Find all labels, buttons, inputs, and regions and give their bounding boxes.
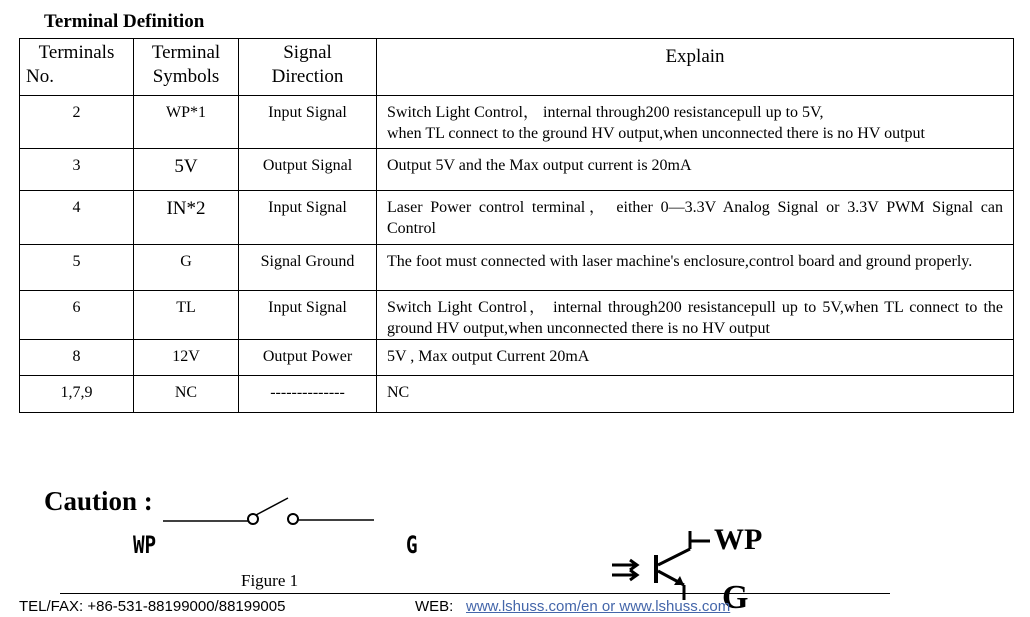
cell-symbol: G bbox=[134, 245, 239, 291]
cell-no: 2 bbox=[20, 96, 134, 149]
header-dir-line2: Direction bbox=[271, 66, 344, 87]
table-row bbox=[20, 245, 1014, 291]
cell-explain: Switch Light Control， internal through200 resistancepull up to 5V,when TL connect to the ground HV output,when unconnected there is no HV output bbox=[377, 291, 1014, 340]
cell-explain bbox=[377, 96, 1014, 149]
cell-direction: Output Signal bbox=[239, 149, 377, 191]
footer-web-label: WEB: bbox=[415, 598, 454, 615]
footer-tel: TEL/FAX: +86-531-88199000/88199005 bbox=[19, 598, 286, 615]
cell-no: 6 bbox=[20, 291, 134, 340]
cell-no: 1,7,9 bbox=[20, 376, 134, 413]
cell-direction: Output Power bbox=[239, 340, 377, 376]
terminal-table bbox=[19, 38, 1014, 413]
figure-caption: Figure 1 bbox=[241, 571, 299, 590]
cell-direction: -------------- bbox=[239, 376, 377, 413]
cell-symbol: WP*1 bbox=[134, 96, 239, 149]
header-explain bbox=[377, 39, 1014, 96]
header-dir-line1: Signal bbox=[283, 42, 332, 63]
header-no-line2: No. bbox=[26, 66, 54, 87]
cell-no: 4 bbox=[20, 191, 134, 245]
footer-divider bbox=[60, 593, 890, 594]
header-terminal-no bbox=[20, 39, 134, 96]
cell-explain: Laser Power control terminal， either 0—3.3V Analog Signal or 3.3V PWM Signal can Control bbox=[377, 191, 1014, 245]
cell-symbol: TL bbox=[134, 291, 239, 340]
cell-explain: NC bbox=[377, 376, 1014, 413]
optocoupler-icon bbox=[610, 525, 720, 600]
page-title: Terminal Definition bbox=[44, 11, 205, 32]
caution-label: Caution : bbox=[44, 486, 153, 516]
cell-no: 8 bbox=[20, 340, 134, 376]
table-row bbox=[20, 376, 1014, 413]
table-row bbox=[20, 340, 1014, 376]
switch-g-label: G bbox=[406, 531, 418, 559]
cell-direction: Input Signal bbox=[239, 191, 377, 245]
table-row bbox=[20, 291, 1014, 340]
cell-direction: Input Signal bbox=[239, 291, 377, 340]
cell-symbol: 12V bbox=[134, 340, 239, 376]
opto-g-label: G bbox=[722, 579, 749, 616]
switch-wp-label: WP bbox=[133, 531, 157, 559]
footer-web-link[interactable]: www.lshuss.com/en or www.lshuss.com bbox=[466, 598, 731, 615]
opto-wp-label: WP bbox=[714, 523, 763, 556]
explain-line: when TL connect to the ground HV output,when unconnected there is no HV output bbox=[387, 125, 925, 142]
header-sym-line2: Symbols bbox=[152, 66, 220, 87]
cell-direction: Signal Ground bbox=[239, 245, 377, 291]
cell-explain: 5V , Max output Current 20mA bbox=[377, 340, 1014, 376]
cell-direction: Input Signal bbox=[239, 96, 377, 149]
header-terminal-symbols bbox=[134, 39, 239, 96]
table-row bbox=[20, 191, 1014, 245]
explain-line: Switch Light Control， internal through200 resistancepull up to 5V, bbox=[387, 104, 824, 121]
table-header-row bbox=[20, 39, 1014, 96]
cell-explain: The foot must connected with laser machine's enclosure,control board and ground properly. bbox=[377, 245, 1014, 291]
cell-no: 3 bbox=[20, 149, 134, 191]
header-no-line1: Terminals bbox=[38, 42, 115, 63]
table-row bbox=[20, 96, 1014, 149]
header-explain-label: Explain bbox=[665, 46, 725, 67]
cell-no: 5 bbox=[20, 245, 134, 291]
cell-symbol: IN*2 bbox=[134, 191, 239, 245]
table-row bbox=[20, 149, 1014, 191]
cell-symbol: NC bbox=[134, 376, 239, 413]
header-signal-direction bbox=[239, 39, 377, 96]
cell-explain: Output 5V and the Max output current is 20mA bbox=[377, 149, 1014, 191]
cell-symbol: 5V bbox=[134, 149, 239, 191]
header-sym-line1: Terminal bbox=[151, 42, 221, 63]
switch-schematic-icon bbox=[160, 494, 380, 530]
